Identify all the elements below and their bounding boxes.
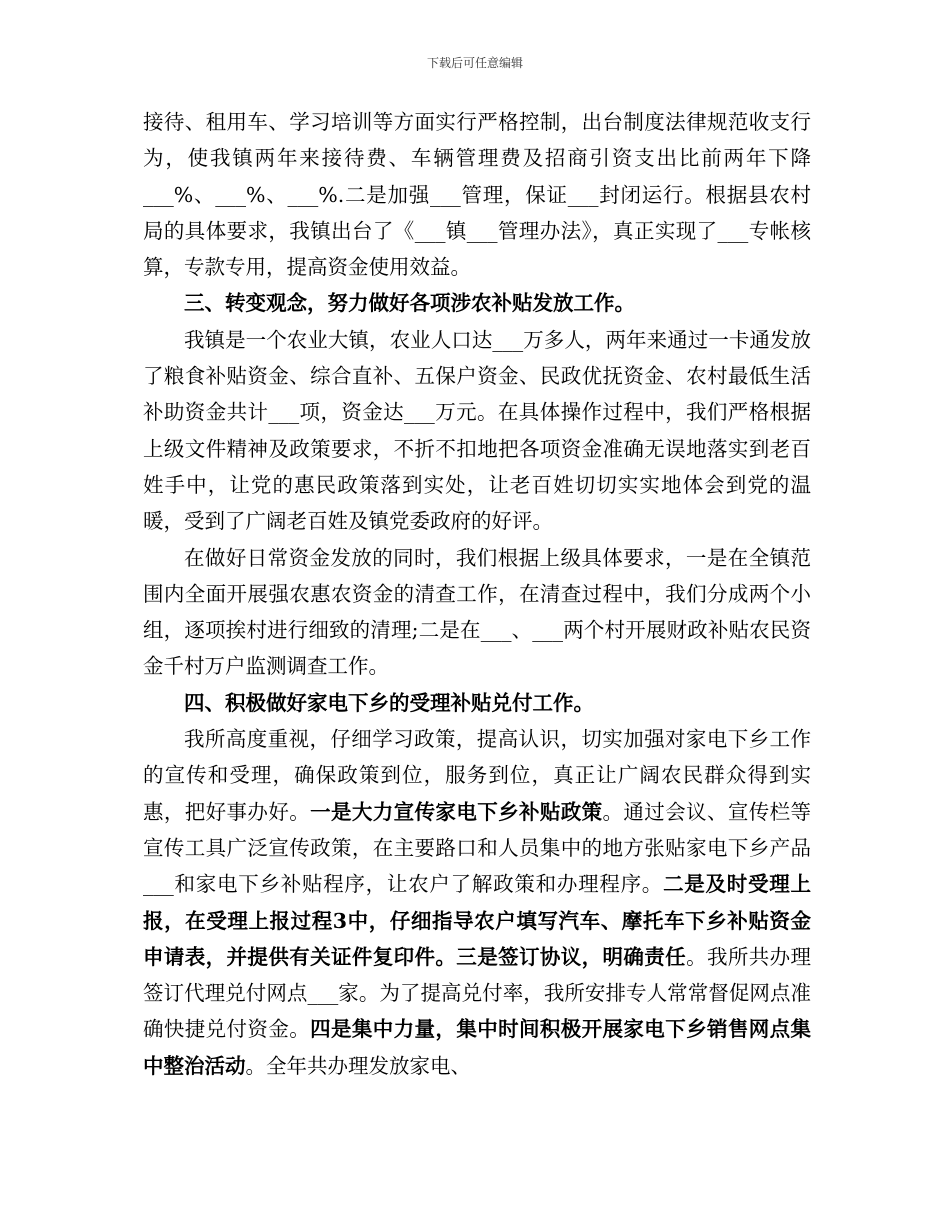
p4-intro-text: 我所高度重视，仔细学习政策，提高认识，切实加强对家电下乡工作的宣传和受理，确保政策到位，服务到位，真正让广阔农民群众得到实惠，把好事办好。 — [143, 727, 811, 824]
download-note: 下载后可任意编辑 — [426, 56, 523, 70]
document-body — [143, 104, 811, 1084]
p4-point-1-bold: 一是大力宣传家电下乡补贴政策 — [310, 799, 603, 824]
p4-point-4-bold: 四是集中力量，集中时间积极开展家电下乡销售网点集中整治活动 — [143, 1017, 812, 1078]
p4-point-1-text: 。通过会议、宣传栏等宣传工具广泛宣传政策，在主要路口和人员集中的地方张贴家电下乡产品___和家电下乡补贴程序，让农户了解政策和办理程序。 — [143, 799, 812, 897]
p4-point-4-text: 。全年共办理发放家电、 — [245, 1053, 471, 1078]
paragraph-1: 接待、租用车、学习培训等方面实行严格控制，出台制度法律规范收支行为，使我镇两年来接待费、车辆管理费及招商引资支出比前两年下降___%、___%、___%.二是加强___管理，保证___封闭运行。根据县农村局的具体要求，我镇出台了《___镇___管理办法》，真正实现了___专帐核算，专款专用，提高资金使用效益。 — [143, 110, 811, 280]
paragraph-3: 在做好日常资金发放的同时，我们根据上级具体要求，一是在全镇范围内全面开展强农惠农资金的清查工作，在清查过程中，我们分成两个小组，逐项挨村进行细致的清理;二是在___、___两个村开展财政补贴农民资金千村万户监测调查工作。 — [143, 545, 811, 679]
section-heading-4: 四、积极做好家电下乡的受理补贴兑付工作。 — [184, 690, 594, 715]
paragraph-4 — [143, 721, 811, 1084]
p4-point-3-text: 。我所共办理签订代理兑付网点___家。为了提高兑付率，我所安排专人常常督促网点准确快捷兑付资金。 — [143, 944, 812, 1042]
paragraph-2: 我镇是一个农业大镇，农业人口达___万多人，两年来通过一卡通发放了粮食补贴资金、综合直补、五保户资金、民政优抚资金、农村最低生活补助资金共计___项，资金达___万元。在具体操作过程中，我们严格根据上级文件精神及政策要求，不折不扣地把各项资金准确无误地落实到老百姓手中，让党的惠民政策落到实处，让老百姓切切实实地体会到党的温暖，受到了广阔老百姓及镇党委政府的好评。 — [143, 327, 811, 534]
section-heading-3: 三、转变观念，努力做好各项涉农补贴发放工作。 — [184, 291, 635, 316]
p4-point-2-3-bold: 二是及时受理上报，在受理上报过程3中，仔细指导农户填写汽车、摩托车下乡补贴资金申请表，并提供有关证件复印件。三是签订协议，明确责任 — [143, 872, 812, 969]
